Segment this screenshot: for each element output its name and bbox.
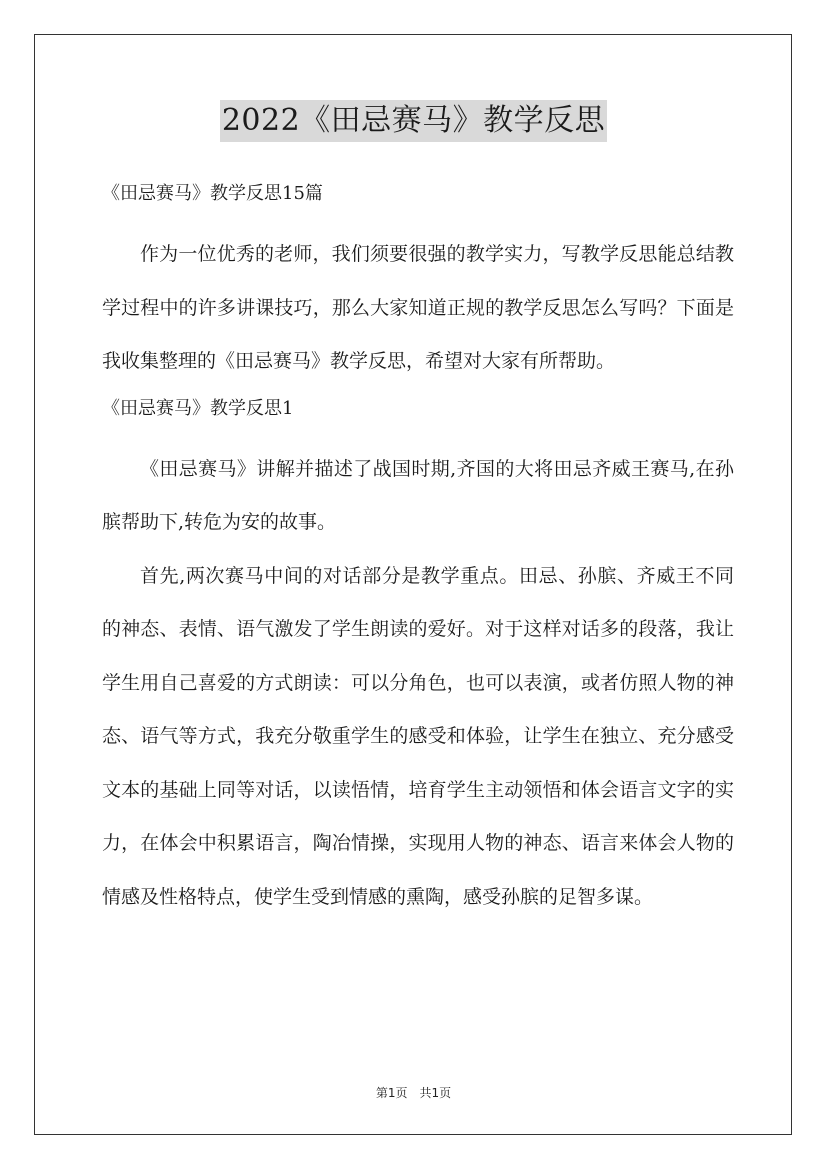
subtitle: 《田忌赛马》教学反思15篇 [102, 183, 323, 204]
document-title-text: 2022《田忌赛马》教学反思 [220, 100, 607, 142]
page-number: 第1页 [375, 1086, 408, 1100]
document-title [0, 100, 827, 142]
body-paragraph-1: 《田忌赛马》讲解并描述了战国时期,齐国的大将田忌齐威王赛马,在孙膑帮助下,转危为安的故事。 [102, 457, 734, 533]
body-paragraph-2: 首先,两次赛马中间的对话部分是教学重点。田忌、孙膑、齐威王不同的神态、表情、语气激发了学生朗读的爱好。对于这样对话多的段落，我让学生用自己喜爱的方式朗读：可以分角色，也可以表演，或者仿照人物的神态、语气等方式，我充分敬重学生的感受和体验，让学生在独立、充分感受文本的基础上同等对话，以读悟情，培育学生主动领悟和体会语言文字的实力，在体会中积累语言，陶冶情操，实现用人物的神态、语言来体会人物的情感及性格特点，使学生受到情感的熏陶，感受孙膑的足智多谋。 [102, 564, 734, 908]
section-heading: 《田忌赛马》教学反思1 [102, 397, 294, 419]
document-body [102, 176, 734, 924]
page-footer [0, 1084, 827, 1101]
intro-paragraph: 作为一位优秀的老师，我们须要很强的教学实力，写教学反思能总结教学过程中的许多讲课技巧，那么大家知道正规的教学反思怎么写吗？下面是我收集整理的《田忌赛马》教学反思，希望对大家有所帮助。 [102, 243, 734, 372]
page-total: 共1页 [419, 1086, 452, 1100]
